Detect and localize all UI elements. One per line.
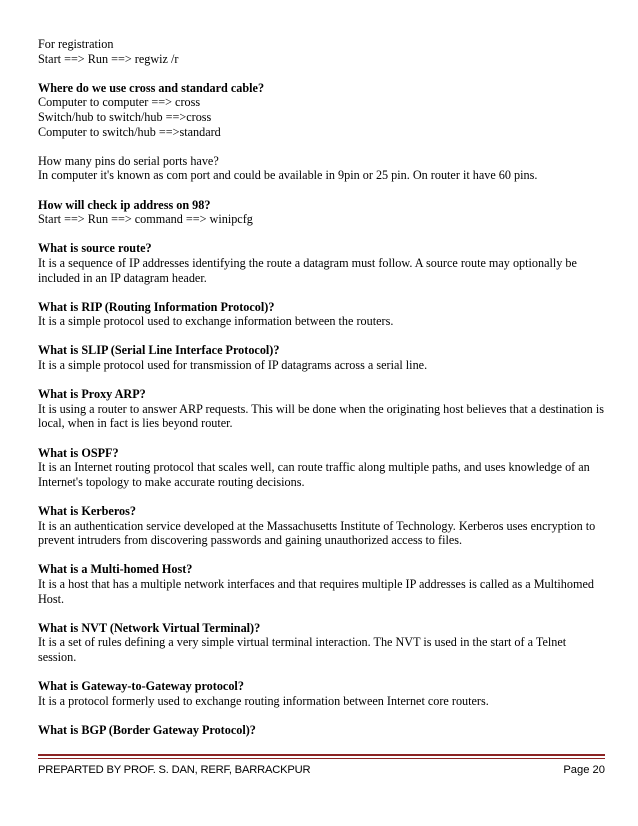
answer-text: It is a set of rules defining a very simple virtual terminal interaction. The NVT is used in the start of a Telnet session. [38,635,567,664]
answer-text: It is an authentication service developed at the Massachusetts Institute of Technology. Kerberos uses encryption to prevent intruders from discovering passwords and gaining unauthorized access to files. [38,518,596,548]
answer-text: Computer to switch/hub ==>standard [38,124,221,139]
qa-block [38,504,604,548]
answer-text: For registration [38,37,114,51]
answer-text: How many pins do serial ports have? [38,153,219,168]
question-heading: What is Kerberos? [38,504,136,518]
page-content [38,37,604,752]
answer-text: It is an Internet routing protocol that scales well, can route traffic along multiple paths, and uses knowledge of an Internet's topology to make accurate routing decisions. [38,460,590,489]
question-heading: What is a Multi-homed Host? [38,562,193,577]
answer-text: It is a simple protocol used to exchange information between the routers. [38,314,394,329]
question-heading: How will check ip address on 98? [38,197,211,212]
answer-text: Start ==> Run ==> regwiz /r [38,51,179,66]
footer-rule-thin [38,758,605,759]
qa-block [38,154,604,183]
answer-text: It is a simple protocol used for transmission of IP datagrams across a serial line. [38,358,428,373]
answer-text: Switch/hub to switch/hub ==>cross [38,109,212,124]
qa-block [38,81,604,139]
footer-rule-thick [38,754,605,756]
question-heading: Where do we use cross and standard cable? [38,80,265,95]
qa-block [38,241,604,285]
qa-block [38,562,604,606]
answer-text: Computer to computer ==> cross [38,95,201,110]
footer-author: PREPARTED BY PROF. S. DAN, RERF, BARRACKPUR [38,764,311,776]
question-heading: What is RIP (Routing Information Protocol)? [38,299,275,314]
answer-text: Start ==> Run ==> command ==> winipcfg [38,212,253,227]
question-heading: What is SLIP (Serial Line Interface Protocol)? [38,343,280,358]
qa-block [38,723,604,738]
qa-block [38,343,604,372]
answer-text: It is using a router to answer ARP requests. This will be done when the originating host believes that a destination is local, when in fact is lies beyond router. [38,401,604,431]
question-heading: What is source route? [38,241,152,256]
qa-block [38,387,604,431]
question-heading: What is OSPF? [38,445,119,460]
answer-text: It is a sequence of IP addresses identifying the route a datagram must follow. A source route may optionally be included in an IP datagram header. [38,255,577,285]
qa-block [38,37,604,66]
qa-block [38,679,604,708]
qa-block [38,300,604,329]
question-heading: What is Proxy ARP? [38,387,146,402]
qa-block [38,198,604,227]
question-heading: What is BGP (Border Gateway Protocol)? [38,722,256,737]
answer-text: It is a protocol formerly used to exchange routing information between Internet core routers. [38,693,489,708]
qa-block [38,446,604,490]
page-number: Page 20 [563,764,605,776]
question-heading: What is NVT (Network Virtual Terminal)? [38,620,261,635]
answer-text: It is a host that has a multiple network interfaces and that requires multiple IP addresses is called as a Multihomed Host. [38,576,594,606]
question-heading: What is Gateway-to-Gateway protocol? [38,679,244,694]
answer-text: In computer it's known as com port and could be available in 9pin or 25 pin. On router it have 60 pins. [38,168,538,183]
qa-block [38,621,604,665]
